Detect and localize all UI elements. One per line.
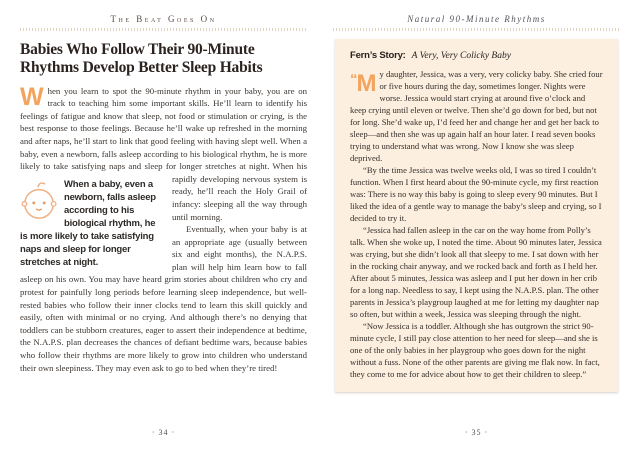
story-label: Fern’s Story: bbox=[350, 50, 406, 61]
story-paragraph-4: “Now Jessica is a toddler. Although she has outgrown the strict 90-minute cycle, I still pay close attention to her need for sleep—and she is one of the only babies in her playgroup who goes down for the night without a fuss. None of the other parents are giving me flak now. In fact, they come to me for advice about how to get their children to sleep.” bbox=[350, 321, 600, 379]
story-paragraph-1 bbox=[350, 68, 603, 164]
left-paragraph-1 bbox=[20, 82, 307, 268]
pull-quote-text: When a baby, even a newborn, falls asleep according to his biological rhythm, he is more likely to take satisfying naps and sleep for longer stretches at night. bbox=[20, 178, 156, 268]
story-paragraph-1-text: y daughter, Jessica, was a very, very colicky baby. She cried four or five hours during the day, sometimes longer. Nights were worse. Jessica would start crying at around five o’clock and keep crying until eleven or twelve. Then she’d go down for bed, but not for long. She’d wake up, I’d feed her and change her and get her back to sleep—and then she was up again half an hour later. I read seven books trying to understand what was wrong. Now I know she was sleep deprived. bbox=[350, 69, 603, 163]
dotted-rule-right bbox=[333, 28, 620, 31]
dropcap-w: W bbox=[20, 82, 44, 111]
dropcap-m bbox=[350, 69, 377, 99]
left-body-text bbox=[20, 82, 307, 375]
running-head-right: Natural 90-Minute Rhythms bbox=[407, 14, 546, 24]
story-paragraph-2: “By the time Jessica was twelve weeks old, I was so tired I couldn’t function. When I first heard about the 90-minute cycle, my first reaction was: There is no way this baby is going to sleep every 90 minutes. But I liked the idea of a gentle way to manage the baby’s sleep and crying, so I decided to try it. bbox=[350, 165, 602, 223]
left-paragraph-1-text-b: longer stretches at night. When his rapidly developing nervous system is ready, he’ll reach the Holy Grail of infancy: sleeping all the way through until morning. bbox=[172, 161, 307, 222]
pull-quote bbox=[20, 178, 162, 269]
page-number-34: · 34 · bbox=[151, 428, 176, 437]
left-paragraph-2: Eventually, when your baby is at an appropriate age (usually between six and eight months), the N.A.P.S. plan will help him learn how to fall asleep on his own. You may have heard grim stories about children who cry and protest for painfully long periods before learning sleep independence, but well-rested babies who follow their inner clocks tend to learn this skill quickly and easily, often with minimal or no crying. And although there’s no denying that toddlers can be stubborn creatures, eager to assert their independence at bedtime, the N.A.P.S. plan decreases the chances of defiant bedtime wars, because babies who follow their rhythms are more likely to grow into children who understand their own sleepiness. They may even ask to go to bed when they’re tired! bbox=[20, 224, 307, 373]
left-paragraph-1-text-a: hen you learn to spot the 90-minute rhythm in your baby, you are on track to teaching him some important skills. He’ll learn to identify his feelings of fatigue and know that sleep, not food or stimulation or crying, is the best response to those feelings. Because he’ll wake up refreshed in the morning and after naps, he’ll start to link that good feeling with having slept well. When a baby, even a newborn, falls asleep according to his biological rhythm, he is more likely to take satisfying naps and sleep for bbox=[20, 85, 307, 172]
running-head-left: The Beat Goes On bbox=[110, 14, 217, 24]
story-paragraph-3: “Jessica had fallen asleep in the car on the way home from Polly’s talk. When she woke up, I noted the time. About 90 minutes later, Jessica was crying, but she didn’t look all that sleepy to me. I sat down with her in the rocking chair anyway, and we rocked back and forth as I held her. After about 5 minutes, Jessica was asleep and I put her down in her crib for a long nap. Needless to say, I kept using the N.A.P.S. plan. The other parents in Jessica’s playgroup laughed at me for letting my daughter nap so often, but within a week, Jessica was sleeping through the night. bbox=[350, 225, 602, 319]
baby-face-icon bbox=[20, 179, 58, 223]
dotted-rule-left bbox=[20, 28, 307, 31]
right-page bbox=[333, 14, 620, 443]
chapter-title: Babies Who Follow Their 90-Minute Rhythms Develop Better Sleep Habits bbox=[20, 41, 263, 77]
left-page bbox=[20, 14, 307, 443]
dropcap-m-letter: M bbox=[356, 70, 377, 97]
story-text bbox=[350, 68, 603, 380]
story-subtitle: A Very, Very Colicky Baby bbox=[411, 51, 511, 61]
page-number-35: · 35 · bbox=[464, 428, 489, 437]
ferns-story-box bbox=[335, 39, 618, 392]
opening-quote-mark: “ bbox=[350, 71, 356, 88]
story-box-header bbox=[350, 50, 603, 61]
